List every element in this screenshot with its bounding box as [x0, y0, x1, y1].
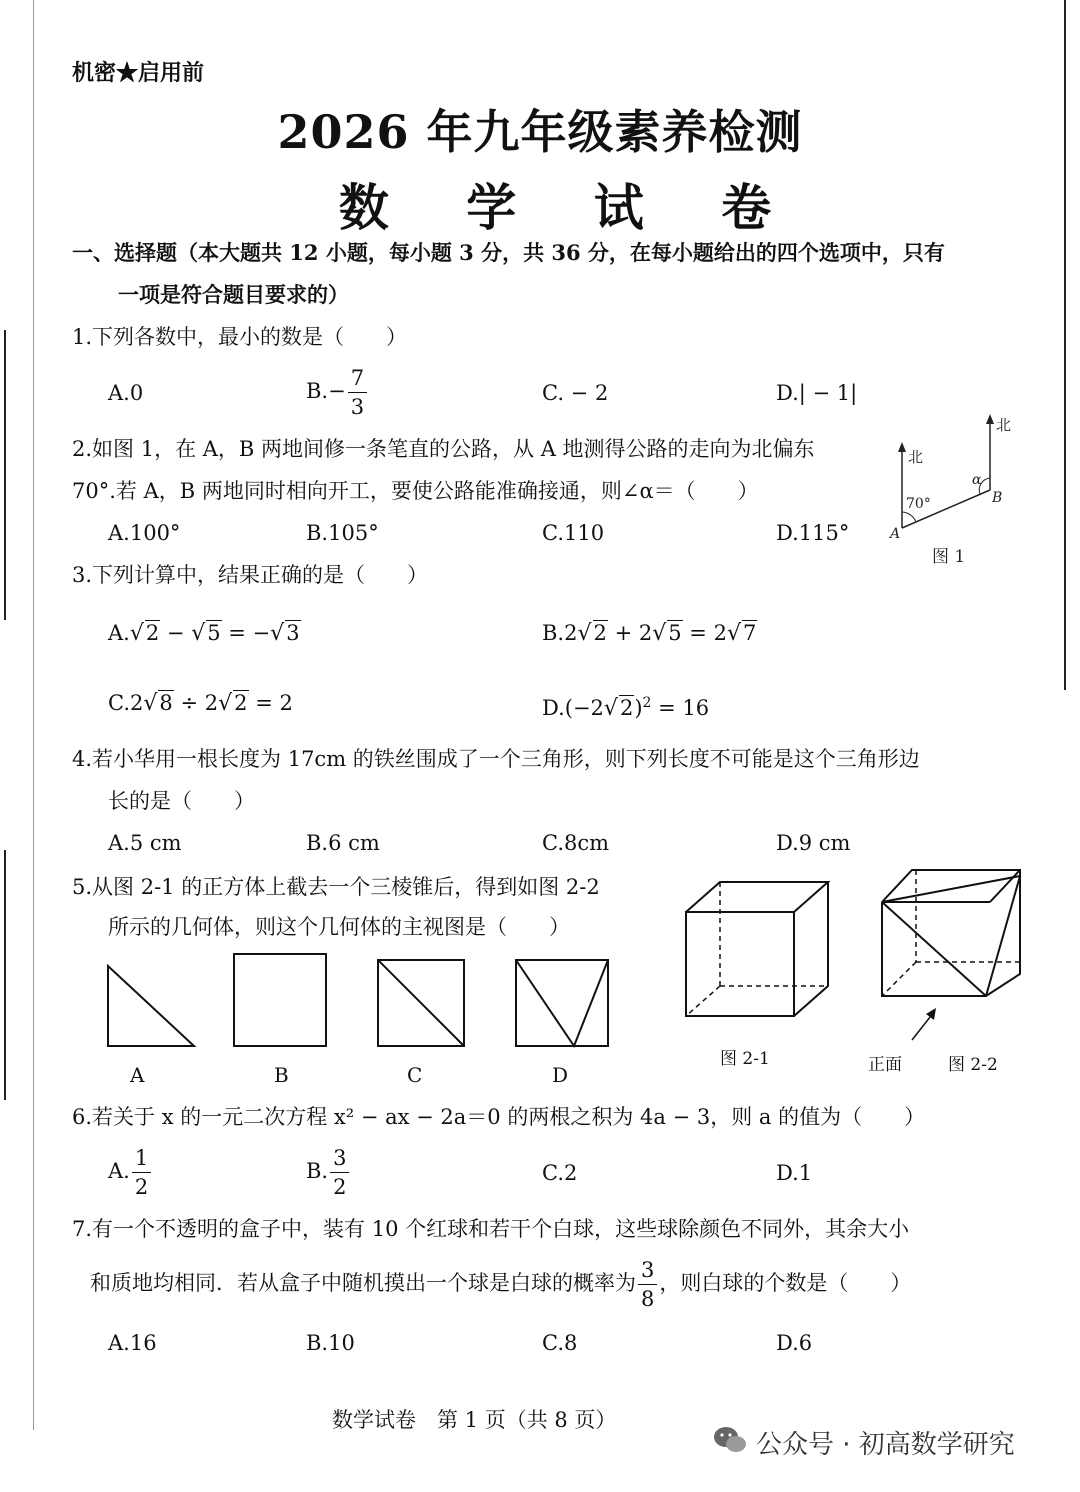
q3-b-radicand-1: 2: [593, 621, 607, 645]
q3-a-minus: −: [160, 621, 192, 645]
q6-b-denominator: 2: [333, 1175, 347, 1199]
q3-b-radicand-2: 5: [668, 621, 682, 645]
q3-c-result: 2: [279, 691, 293, 715]
radical-icon: √: [218, 691, 233, 716]
q3-option-d: [542, 690, 709, 722]
q5-line2: 所示的几何体，则这个几何体的主视图是（ ）: [108, 915, 570, 939]
fig2-1-caption: 图 2-1: [720, 1049, 770, 1069]
q3-a-radicand-2: 5: [207, 621, 221, 645]
figure-2-1-cube: [676, 876, 846, 1076]
q4-option-b: B.6 cm: [306, 831, 380, 855]
q4-line2: 长的是（ ）: [108, 789, 255, 813]
section-heading-line1: 一、选择题（本大题共 12 小题，每小题 3 分，共 36 分，在每小题给出的四个选项中，只有: [72, 240, 945, 265]
q5-option-d-label: D: [552, 1063, 569, 1087]
q1-stem: 1.下列各数中，最小的数是（ ）: [72, 325, 408, 349]
fig1-point-a-label: A: [890, 526, 901, 542]
q5-shape-b-square: [234, 954, 326, 1046]
q6-option-a: [108, 1144, 153, 1201]
q5-shape-a-triangle: [108, 966, 194, 1046]
q3-option-a: [108, 620, 301, 647]
q1-option-d: D.| − 1|: [776, 381, 858, 405]
q7-option-d: D.6: [776, 1331, 813, 1355]
solid-cut-1: [990, 870, 1020, 902]
watermark-text: 公众号 · 初高数学研究: [756, 1430, 1015, 1460]
q6-option-d: D.1: [776, 1161, 813, 1185]
exam-subtitle: 数 学 试 卷: [338, 178, 802, 237]
q6-a-numerator: 1: [132, 1144, 151, 1173]
fig1-angle-arc-70: [902, 512, 916, 522]
confidential-label: 机密★启用前: [72, 60, 205, 86]
q6-a-fraction: [132, 1144, 151, 1201]
q4-option-d: D.9 cm: [776, 831, 851, 855]
q6-b-fraction: [330, 1144, 349, 1201]
q3-b-coef-3: 2: [713, 621, 727, 645]
q3-a-radicand-1: 2: [145, 621, 160, 645]
q7-denominator: 8: [641, 1287, 655, 1311]
q3-b-plus: +: [607, 621, 639, 645]
fig1-point-b-label: B: [992, 490, 1003, 506]
q7-fraction: [638, 1256, 657, 1313]
q3-c-coef-2: 2: [204, 691, 219, 715]
q2-option-d: D.115°: [776, 521, 850, 545]
q4-option-a: A.5 cm: [108, 831, 182, 855]
front-label: 正面: [868, 1055, 902, 1075]
q1-b-denominator: 3: [350, 395, 365, 419]
q7-option-c: C.8: [542, 1331, 578, 1355]
q3-a-radicand-3: 3: [286, 621, 300, 645]
q7-numerator: 3: [638, 1256, 657, 1285]
solid-cut-3: [882, 902, 986, 996]
figure-1-diagram: [880, 408, 1030, 568]
q6-b-label: B.: [306, 1159, 329, 1183]
q5-option-shapes: [100, 948, 620, 1098]
q6-a-label: A.: [108, 1159, 130, 1183]
q3-d-label: D.: [542, 696, 565, 720]
q3-c-eq: =: [248, 691, 280, 715]
q7-option-b: B.10: [306, 1331, 355, 1355]
q3-b-radicand-3: 7: [742, 621, 757, 645]
cube-hidden-depth: [686, 986, 720, 1016]
q5-option-b-label: B: [274, 1063, 289, 1087]
wechat-icon: [712, 1424, 748, 1456]
q7-option-a: A.16: [108, 1331, 157, 1355]
q6-a-denominator: 2: [134, 1175, 149, 1199]
q6-stem: 6.若关于 x 的一元二次方程 x² − ax − 2a＝0 的两根之积为 4a − 3，则 a 的值为（ ）: [72, 1105, 926, 1129]
q1-b-numerator: 7: [348, 364, 367, 393]
figure-2-2-solid: [864, 862, 1064, 1082]
radical-icon: √: [726, 621, 741, 646]
radical-icon: √: [577, 621, 592, 646]
left-margin-line-1: [4, 330, 6, 620]
fig1-north-label-a: 北: [908, 448, 924, 466]
q7-line2-pre: 和质地均相同．若从盒子中随机摸出一个球是白球的概率为: [90, 1271, 636, 1295]
fig1-alpha-label: α: [972, 472, 982, 488]
q1-option-b: [306, 364, 369, 421]
q3-d-close: ): [634, 696, 643, 720]
cube-front-face: [686, 912, 794, 1016]
q6-b-numerator: 3: [330, 1144, 349, 1173]
q2-line1: 2.如图 1，在 A，B 两地间修一条笔直的公路，从 A 地测得公路的走向为北偏东: [72, 437, 815, 461]
q3-b-eq: =: [682, 621, 714, 645]
q3-d-exponent: 2: [642, 695, 652, 711]
q3-b-coef-2: 2: [638, 621, 653, 645]
fig1-north-arrow-a: [898, 442, 906, 452]
q4-line1: 4.若小华用一根长度为 17cm 的铁丝围成了一个三角形，则下列长度不可能是这个三角形边: [72, 747, 920, 771]
page-footer: 数学试卷 第 1 页（共 8 页）: [332, 1408, 617, 1432]
q3-c-coef-1: 2: [130, 691, 144, 715]
q7-line1: 7.有一个不透明的盒子中，装有 10 个红球和若干个白球，这些球除颜色不同外，其余大小: [72, 1217, 910, 1241]
q3-b-coef-1: 2: [564, 621, 578, 645]
radical-icon: √: [603, 696, 618, 721]
q3-c-radicand-1: 8: [159, 691, 173, 715]
q5-option-c-label: C: [407, 1063, 423, 1087]
q5-shape-d-square: [516, 960, 608, 1046]
q3-c-div: ÷: [173, 691, 205, 715]
q3-a-eq: = −: [221, 621, 271, 645]
fig2-2-caption: 图 2-2: [948, 1055, 998, 1075]
q5-line1: 5.从图 2-1 的正方体上截去一个三棱锥后，得到如图 2-2: [72, 875, 600, 899]
q7-line2-post: ，则白球的个数是（ ）: [659, 1271, 912, 1295]
radical-icon: √: [129, 621, 144, 646]
radical-icon: √: [191, 621, 206, 646]
fig1-north-arrow-b: [986, 414, 994, 424]
q7-line2: [90, 1256, 911, 1313]
front-arrow-icon: [926, 1008, 936, 1020]
exam-title: 2026 年九年级素养检测: [277, 105, 803, 159]
section-heading-line2: 一项是符合题目要求的）: [118, 282, 349, 307]
q1-option-a: A.0: [108, 381, 144, 405]
q3-c-label: C.: [108, 691, 130, 715]
radical-icon: √: [143, 691, 158, 716]
q3-b-label: B.: [542, 621, 565, 645]
q2-option-a: A.100°: [108, 521, 181, 545]
fig1-north-label-b: 北: [996, 416, 1012, 434]
q3-a-label: A.: [108, 621, 130, 645]
q2-line2: 70°.若 A，B 两地同时相向开工，要使公路能准确接通，则∠α＝（ ）: [72, 479, 759, 503]
fig1-caption: 图 1: [932, 547, 966, 567]
q3-c-radicand-2: 2: [234, 691, 248, 715]
cube-right-edges: [794, 882, 828, 1016]
q3-option-c: [108, 690, 293, 717]
q2-option-c: C.110: [542, 521, 605, 545]
q3-d-open: (−2: [564, 696, 604, 720]
q3-stem: 3.下列计算中，结果正确的是（ ）: [72, 563, 429, 587]
radical-icon: √: [270, 621, 285, 646]
solid-hidden-depth: [882, 962, 916, 996]
q3-d-radicand: 2: [619, 696, 634, 720]
q1-option-b-fraction: [348, 364, 367, 421]
q2-option-b: B.105°: [306, 521, 379, 545]
q3-d-result: = 16: [651, 696, 710, 720]
q5-option-a-label: A: [130, 1063, 145, 1087]
left-margin-line-2: [4, 850, 6, 1100]
radical-icon: √: [652, 621, 667, 646]
q1-option-b-prefix: B.−: [306, 379, 346, 403]
fig1-angle-label: 70°: [906, 496, 931, 512]
q5-shape-d-lines: [516, 960, 608, 1046]
q3-option-b: [542, 620, 757, 647]
q6-option-b: [306, 1144, 351, 1201]
q5-shape-c-diagonal: [378, 960, 464, 1046]
q1-option-c: C. − 2: [542, 381, 609, 405]
q4-option-c: C.8cm: [542, 831, 610, 855]
q6-option-c: C.2: [542, 1161, 578, 1185]
cube-top-edges: [686, 882, 828, 912]
